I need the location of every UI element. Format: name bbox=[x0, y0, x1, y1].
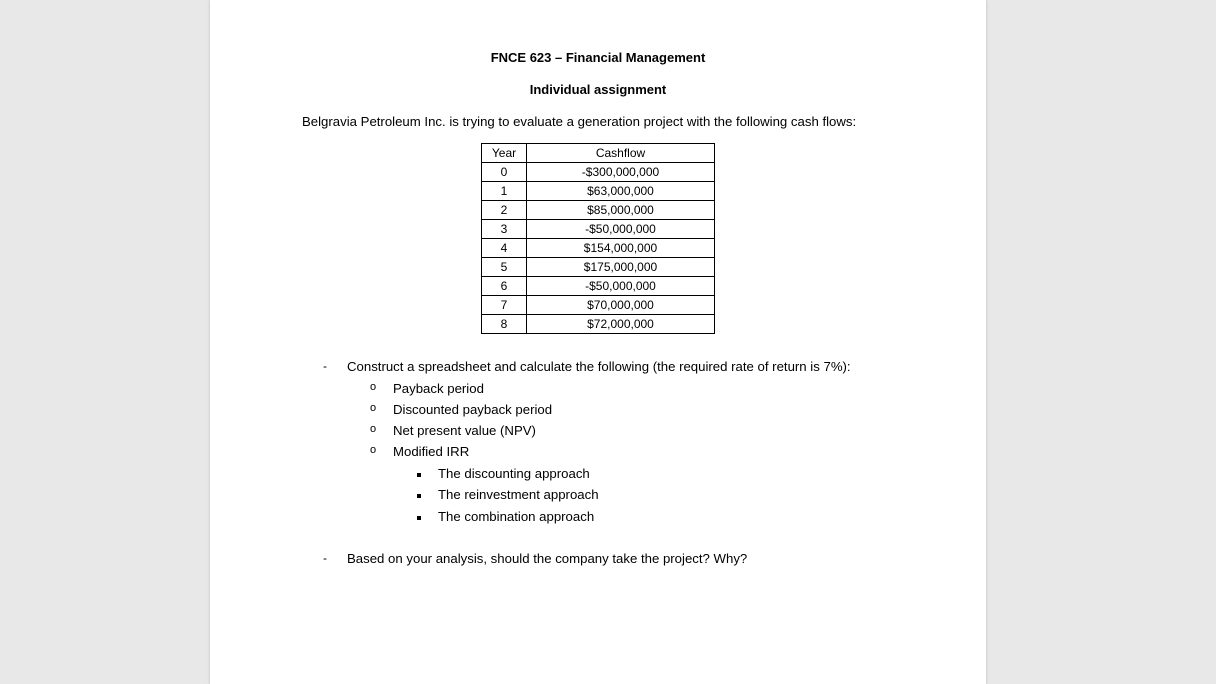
table-row bbox=[482, 163, 715, 182]
square-bullet bbox=[417, 516, 421, 520]
table-row bbox=[482, 220, 715, 239]
table-header-row bbox=[482, 144, 715, 163]
year-cell: 5 bbox=[482, 258, 527, 277]
sub-item-text: Discounted payback period bbox=[393, 402, 553, 417]
square-bullet bbox=[417, 494, 421, 498]
year-cell: 8 bbox=[482, 315, 527, 334]
circle-bullet: o bbox=[370, 423, 377, 435]
sub-item-text: Modified IRR bbox=[393, 444, 470, 459]
table-row bbox=[482, 277, 715, 296]
square-bullet bbox=[417, 473, 421, 477]
cashflow-cell: $85,000,000 bbox=[527, 201, 715, 220]
mirr-item-text: The reinvestment approach bbox=[438, 487, 599, 502]
table-row bbox=[482, 315, 715, 334]
sub-item-text: Net present value (NPV) bbox=[393, 423, 536, 438]
cashflow-cell: -$50,000,000 bbox=[527, 220, 715, 239]
cashflow-table bbox=[481, 143, 715, 334]
task-main-text: Construct a spreadsheet and calculate the following (the required rate of return is 7%): bbox=[347, 359, 851, 374]
list-item bbox=[210, 423, 986, 441]
table-row bbox=[482, 296, 715, 315]
circle-bullet: o bbox=[370, 402, 377, 414]
list-item bbox=[210, 509, 986, 527]
dash-bullet: - bbox=[323, 551, 327, 565]
year-cell: 3 bbox=[482, 220, 527, 239]
mirr-item-text: The combination approach bbox=[438, 509, 595, 524]
circle-bullet: o bbox=[370, 381, 377, 393]
year-cell: 0 bbox=[482, 163, 527, 182]
document-page bbox=[210, 0, 986, 684]
column-header-cashflow: Cashflow bbox=[527, 144, 715, 163]
year-cell: 4 bbox=[482, 239, 527, 258]
table-row bbox=[482, 258, 715, 277]
cashflow-cell: $175,000,000 bbox=[527, 258, 715, 277]
table-row bbox=[482, 182, 715, 201]
list-item bbox=[210, 466, 986, 484]
cashflow-cell: $154,000,000 bbox=[527, 239, 715, 258]
cashflow-cell: $70,000,000 bbox=[527, 296, 715, 315]
year-cell: 6 bbox=[482, 277, 527, 296]
intro-paragraph: Belgravia Petroleum Inc. is trying to evaluate a generation project with the following cash flows: bbox=[302, 114, 857, 129]
list-item bbox=[210, 402, 986, 420]
year-cell: 2 bbox=[482, 201, 527, 220]
dash-bullet: - bbox=[323, 359, 327, 373]
year-cell: 1 bbox=[482, 182, 527, 201]
document-title: FNCE 623 – Financial Management bbox=[490, 50, 706, 65]
list-item bbox=[210, 381, 986, 399]
table-row bbox=[482, 201, 715, 220]
table-row bbox=[482, 239, 715, 258]
column-header-year: Year bbox=[482, 144, 527, 163]
sub-item-text: Payback period bbox=[393, 381, 484, 396]
circle-bullet: o bbox=[370, 444, 377, 456]
year-cell: 7 bbox=[482, 296, 527, 315]
cashflow-cell: -$50,000,000 bbox=[527, 277, 715, 296]
cashflow-cell: -$300,000,000 bbox=[527, 163, 715, 182]
list-item bbox=[210, 487, 986, 505]
task-final-line bbox=[210, 551, 986, 569]
mirr-item-text: The discounting approach bbox=[438, 466, 590, 481]
document-subtitle: Individual assignment bbox=[529, 82, 667, 97]
task-main-line bbox=[210, 359, 986, 377]
task-final-text: Based on your analysis, should the company take the project? Why? bbox=[347, 551, 748, 566]
cashflow-cell: $63,000,000 bbox=[527, 182, 715, 201]
cashflow-cell: $72,000,000 bbox=[527, 315, 715, 334]
list-item bbox=[210, 444, 986, 462]
